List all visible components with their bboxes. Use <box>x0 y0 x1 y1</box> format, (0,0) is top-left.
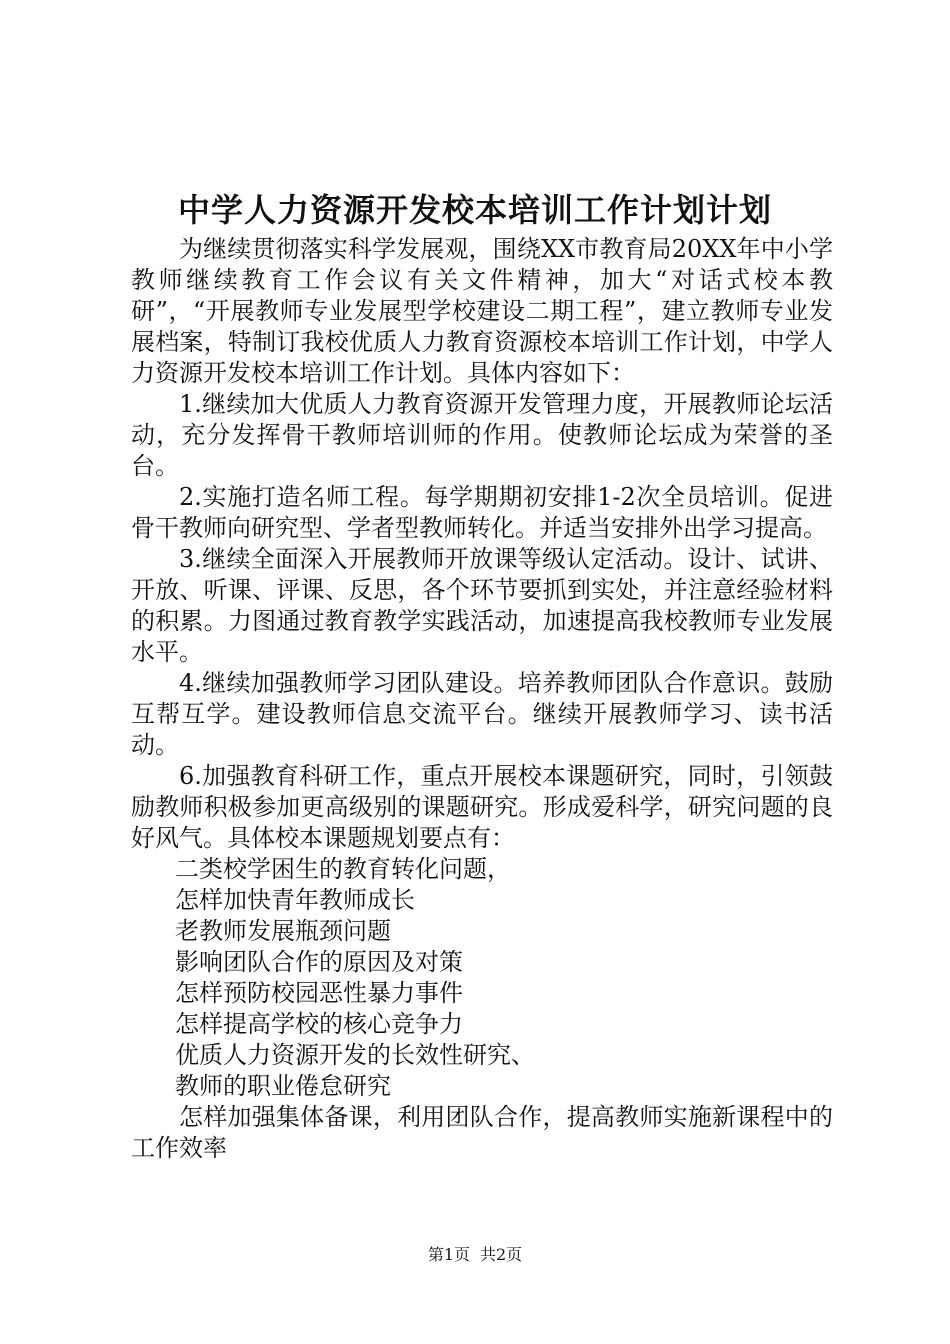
topic-item: 老教师发展瓶颈问题 <box>175 917 391 945</box>
topic-item: 怎样加快青年教师成长 <box>175 886 415 914</box>
topic-item: 怎样提高学校的核心竞争力 <box>175 1010 463 1038</box>
document-title: 中学人力资源开发校本培训工作计划计划 <box>177 191 772 229</box>
list-item: 6.加强教育科研工作，重点开展校本课题研究，同时，引领鼓励教师积极参加更高级别的课题研究。形成爱科学，研究问题的良好风气。具体校本课题规划要点有： <box>131 762 833 852</box>
document-body <box>131 234 833 1164</box>
topic-item: 教师的职业倦怠研究 <box>175 1072 391 1100</box>
page-footer <box>0 1244 950 1266</box>
list-item: 4.继续加强教师学习团队建设。培养教师团队合作意识。鼓励互帮互学。建设教师信息交流平台。继续开展教师学习、读书活动。 <box>131 669 833 759</box>
list-item: 1.继续加大优质人力教育资源开发管理力度，开展教师论坛活动，充分发挥骨干教师培训师的作用。使教师论坛成为荣誉的圣台。 <box>131 390 833 480</box>
topic-item: 影响团队合作的原因及对策 <box>175 948 463 976</box>
list-item: 3.继续全面深入开展教师开放课等级认定活动。设计、试讲、开放、听课、评课、反思，各个环节要抓到实处，并注意经验材料的积累。力图通过教育教学实践活动，加速提高我校教师专业发展水平。 <box>131 545 833 666</box>
list-item: 2.实施打造名师工程。每学期期初安排1-2次全员培训。促进骨干教师向研究型、学者型教师转化。并适当安排外出学习提高。 <box>131 483 833 542</box>
topic-item: 优质人力资源开发的长效性研究、 <box>175 1041 535 1069</box>
topic-item: 怎样预防校园恶性暴力事件 <box>175 979 463 1007</box>
page-total: 共2页 <box>480 1245 523 1264</box>
page-number: 第1页 <box>427 1245 470 1264</box>
intro-paragraph: 为继续贯彻落实科学发展观，围绕XX市教育局20XX年中小学教师继续教育工作会议有关文件精神，加大“对话式校本教研”，“开展教师专业发展型学校建设二期工程”，建立教师专业发展档案，特制订我校优质人力教育资源校本培训工作计划，中学人力资源开发校本培训工作计划。具体内容如下： <box>131 235 833 387</box>
topic-item: 二类校学困生的教育转化问题， <box>175 855 511 883</box>
closing-paragraph: 怎样加强集体备课，利用团队合作，提高教师实施新课程中的工作效率 <box>131 1103 833 1162</box>
